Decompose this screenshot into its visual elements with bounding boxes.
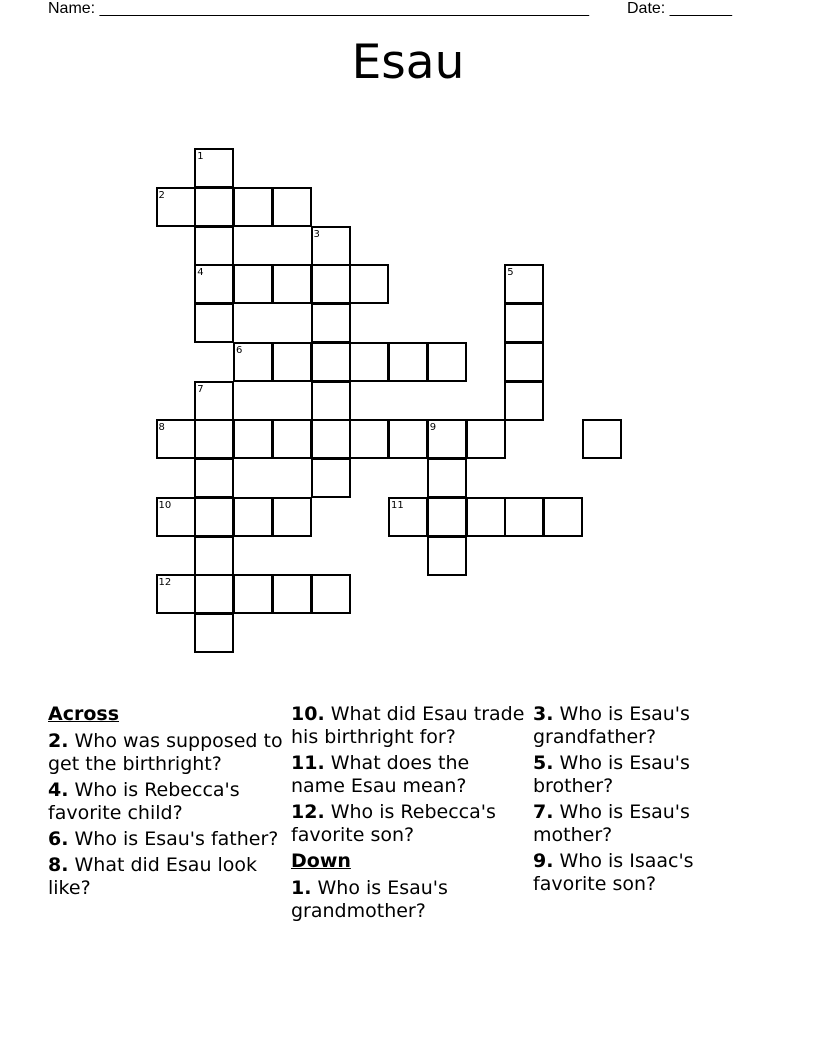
clue-down-7 xyxy=(533,801,769,847)
grid-cell[interactable] xyxy=(349,264,389,304)
grid-cell[interactable] xyxy=(233,187,273,227)
grid-cell[interactable] xyxy=(233,342,273,382)
grid-cell[interactable] xyxy=(504,497,544,537)
grid-cell[interactable] xyxy=(504,303,544,343)
grid-cell[interactable] xyxy=(233,419,273,459)
grid-cell[interactable] xyxy=(156,497,196,537)
grid-cell[interactable] xyxy=(427,536,467,576)
clue-down-3 xyxy=(533,703,769,749)
clue-text: Who is Esau's grandmother? xyxy=(291,877,448,922)
grid-cell[interactable] xyxy=(504,381,544,421)
grid-cell[interactable] xyxy=(427,497,467,537)
grid-cell[interactable] xyxy=(156,574,196,614)
grid-cell[interactable] xyxy=(427,458,467,498)
clue-across-12 xyxy=(291,801,527,847)
grid-cell[interactable] xyxy=(311,574,351,614)
grid-cell[interactable] xyxy=(311,264,351,304)
grid-cell[interactable] xyxy=(272,187,312,227)
clue-column-3 xyxy=(533,703,769,899)
clue-down-1 xyxy=(291,877,527,923)
clue-number: 7. xyxy=(533,801,554,823)
clue-across-4 xyxy=(48,779,284,825)
grid-cell[interactable] xyxy=(194,264,234,304)
down-heading: Down xyxy=(291,850,351,872)
grid-cell[interactable] xyxy=(272,342,312,382)
clue-number: 2. xyxy=(48,730,69,752)
cell-number: 10 xyxy=(158,499,172,511)
clue-text: What did Esau trade his birthright for? xyxy=(291,703,525,748)
grid-cell[interactable] xyxy=(194,226,234,266)
grid-cell[interactable] xyxy=(194,381,234,421)
grid-cell[interactable] xyxy=(272,574,312,614)
page-title: Esau xyxy=(351,35,465,90)
clue-down-9 xyxy=(533,850,769,896)
grid-cell[interactable] xyxy=(194,303,234,343)
clue-column-2 xyxy=(291,703,527,926)
clue-number: 4. xyxy=(48,779,69,801)
grid-cell[interactable] xyxy=(466,419,506,459)
cell-number: 4 xyxy=(197,267,204,279)
grid-cell[interactable] xyxy=(194,536,234,576)
grid-cell[interactable] xyxy=(388,419,428,459)
grid-cell[interactable] xyxy=(427,342,467,382)
name-line: Name: _______________________________________________________ xyxy=(48,0,589,17)
clue-text: Who was supposed to get the birthright? xyxy=(48,730,283,775)
grid-cell[interactable] xyxy=(272,419,312,459)
grid-cell[interactable] xyxy=(311,303,351,343)
grid-cell[interactable] xyxy=(582,419,622,459)
grid-cell[interactable] xyxy=(272,264,312,304)
grid-cell[interactable] xyxy=(194,497,234,537)
grid-cell[interactable] xyxy=(466,497,506,537)
grid-cell[interactable] xyxy=(233,574,273,614)
clue-text: Who is Esau's brother? xyxy=(533,752,690,797)
clue-across-11 xyxy=(291,752,527,798)
grid-cell[interactable] xyxy=(194,419,234,459)
clue-number: 6. xyxy=(48,828,69,850)
clue-column-1 xyxy=(48,703,284,903)
across-heading: Across xyxy=(48,703,120,725)
cell-number: 11 xyxy=(391,499,404,511)
grid-cell[interactable] xyxy=(272,497,312,537)
grid-cell[interactable] xyxy=(194,574,234,614)
clue-text: What does the name Esau mean? xyxy=(291,752,470,797)
grid-cell[interactable] xyxy=(194,613,234,653)
grid-cell[interactable] xyxy=(156,187,196,227)
cell-number: 5 xyxy=(507,267,514,279)
grid-cell[interactable] xyxy=(311,419,351,459)
grid-cell[interactable] xyxy=(311,381,351,421)
grid-cell[interactable] xyxy=(504,342,544,382)
cell-number: 2 xyxy=(158,189,165,201)
clue-number: 3. xyxy=(533,703,554,725)
clue-number: 10. xyxy=(291,703,325,725)
clue-number: 11. xyxy=(291,752,325,774)
cell-number: 1 xyxy=(197,151,204,162)
clue-text: Who is Rebecca's favorite son? xyxy=(291,801,496,846)
cell-number: 8 xyxy=(158,422,165,434)
grid-cell[interactable] xyxy=(388,497,428,537)
cell-number: 12 xyxy=(158,577,172,589)
clue-across-8 xyxy=(48,854,284,900)
grid-cell[interactable] xyxy=(349,342,389,382)
clue-number: 9. xyxy=(533,850,554,872)
grid-cell[interactable] xyxy=(388,342,428,382)
grid-cell[interactable] xyxy=(194,458,234,498)
cell-number: 6 xyxy=(236,344,243,356)
grid-cell[interactable] xyxy=(156,419,196,459)
grid-cell[interactable] xyxy=(311,458,351,498)
clue-number: 8. xyxy=(48,854,69,876)
grid-cell[interactable] xyxy=(194,187,234,227)
grid-cell[interactable] xyxy=(504,264,544,304)
clue-number: 12. xyxy=(291,801,325,823)
grid-cell[interactable] xyxy=(194,148,234,188)
date-line: Date: _______ xyxy=(627,0,732,17)
clue-text: Who is Esau's grandfather? xyxy=(533,703,690,748)
grid-cell[interactable] xyxy=(543,497,583,537)
grid-cell[interactable] xyxy=(427,419,467,459)
grid-cell[interactable] xyxy=(349,419,389,459)
grid-cell[interactable] xyxy=(311,226,351,266)
cell-number: 3 xyxy=(313,228,320,240)
clue-text: Who is Esau's father? xyxy=(74,828,279,850)
cell-number: 9 xyxy=(429,422,437,434)
cell-number: 7 xyxy=(197,383,204,395)
clue-text: Who is Esau's mother? xyxy=(533,801,690,846)
grid-cell[interactable] xyxy=(233,497,273,537)
clue-across-6 xyxy=(48,828,284,851)
grid-cell[interactable] xyxy=(233,264,273,304)
clue-down-5 xyxy=(533,752,769,798)
clue-text: Who is Rebecca's favorite child? xyxy=(48,779,240,824)
clue-across-2 xyxy=(48,730,284,776)
clue-text: What did Esau look like? xyxy=(48,854,258,899)
grid-cell[interactable] xyxy=(311,342,351,382)
clue-number: 1. xyxy=(291,877,312,899)
clue-number: 5. xyxy=(533,752,554,774)
clue-across-10 xyxy=(291,703,527,749)
clue-text: Who is Isaac's favorite son? xyxy=(533,850,694,895)
